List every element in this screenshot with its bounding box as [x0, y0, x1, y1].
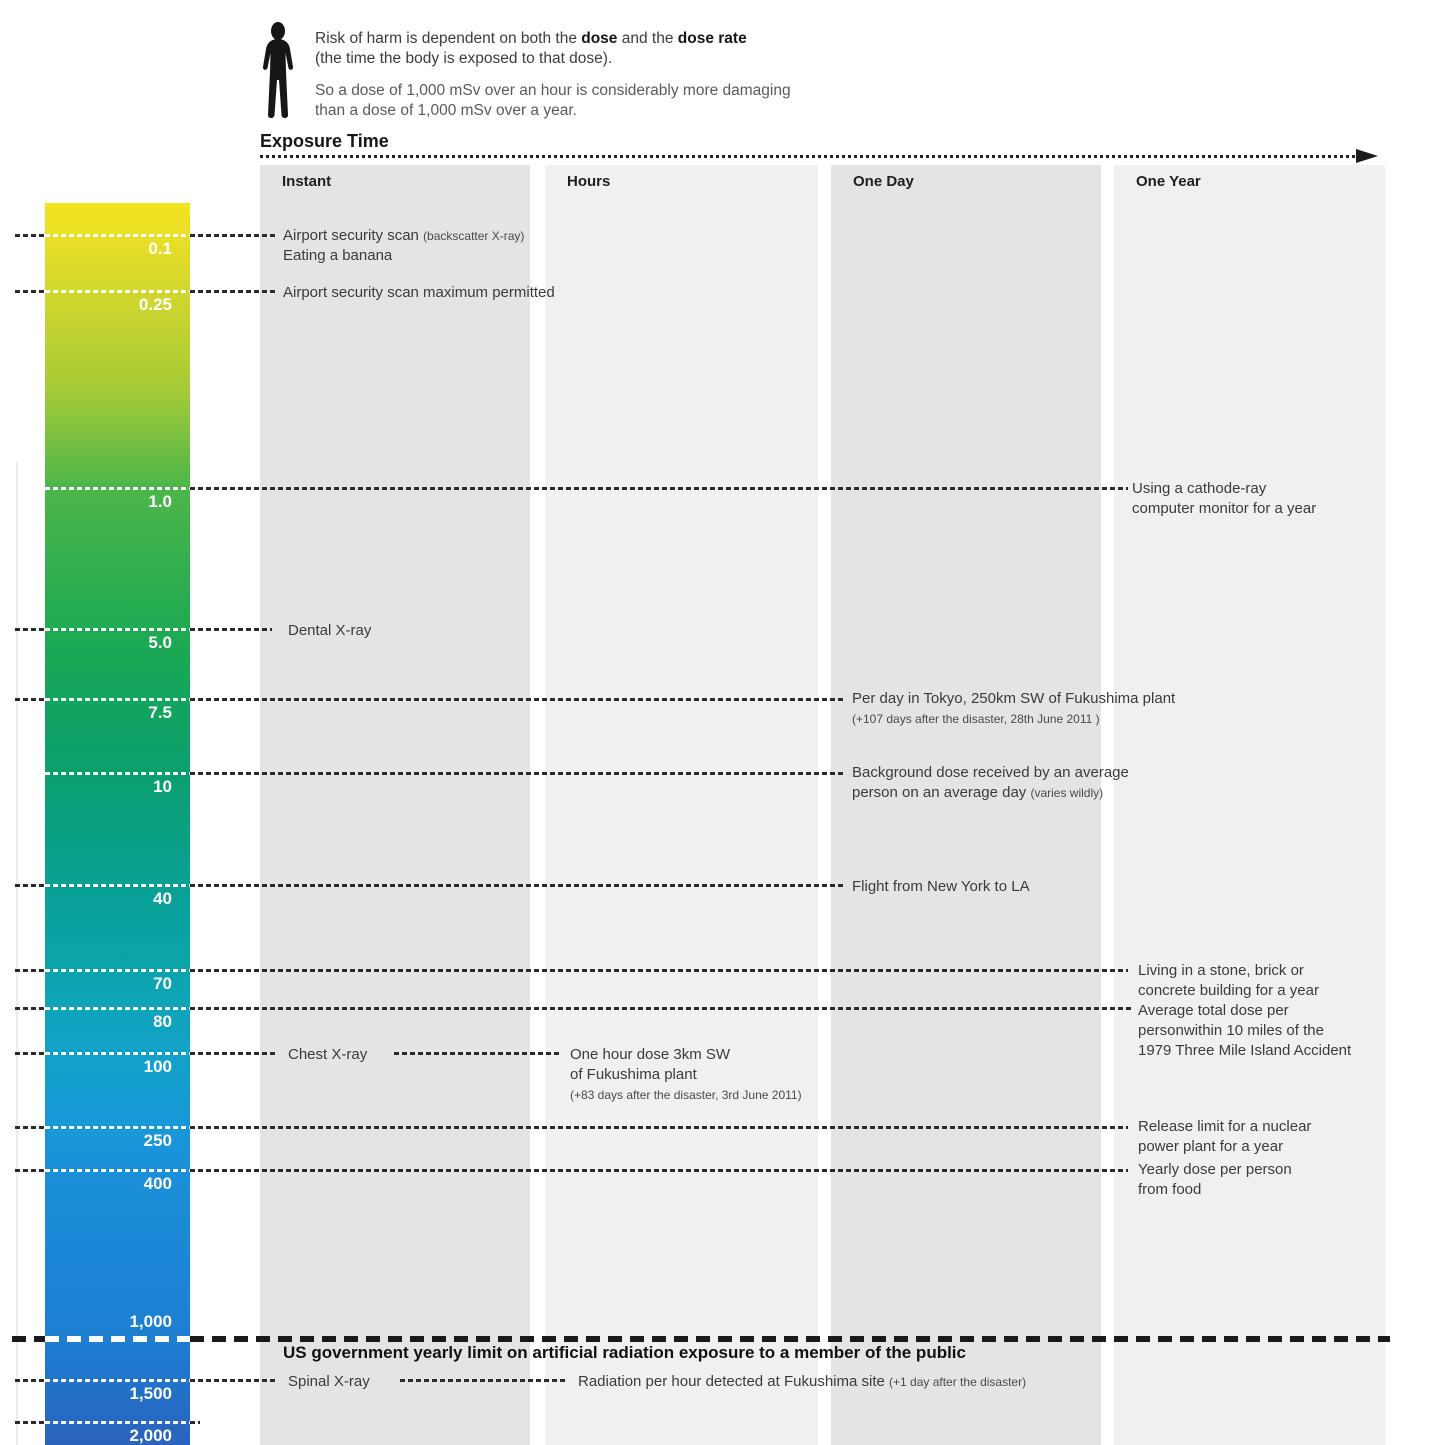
dash-segment: [190, 1052, 276, 1055]
annotation-dental-xray: [288, 621, 371, 641]
scale-value-250: 250: [143, 1131, 172, 1150]
annotation-release-limit: [1138, 1117, 1311, 1157]
column-instant: [260, 165, 530, 1445]
intro-line2: (the time the body is exposed to that dose).: [315, 50, 613, 67]
exposure-time-title: Exposure Time: [260, 131, 389, 151]
dash-segment: [190, 628, 272, 631]
annotation-text: 1979 Three Mile Island Accident: [1138, 1042, 1352, 1059]
dash-segment: [190, 234, 276, 237]
dash-segment: [45, 884, 190, 887]
annotation-airport-scan: [283, 226, 524, 266]
column-hours: [545, 165, 818, 1445]
annotation-text: Chest X-ray: [288, 1046, 368, 1063]
dash-segment: [45, 487, 190, 490]
dash-segment: [15, 969, 45, 972]
dash-segment: [45, 969, 190, 972]
annotation-text: Average total dose per: [1138, 1002, 1289, 1019]
scale-value-1-0: 1.0: [148, 492, 172, 511]
annotation-crt-monitor: [1132, 479, 1316, 519]
intro-para2-line1: So a dose of 1,000 mSv over an hour is considerably more damaging: [315, 82, 791, 99]
annotation-text: computer monitor for a year: [1132, 500, 1317, 517]
dash-segment: [15, 1421, 45, 1424]
annotation-note: (+107 days after the disaster, 28th June 2011 ): [852, 712, 1100, 726]
scale-value-2000: 2,000: [129, 1426, 172, 1445]
annotation-text: person on an average day: [852, 784, 1031, 801]
dash-segment: [45, 1126, 190, 1129]
dash-segment: [190, 772, 843, 775]
intro-line1-mid: and the: [617, 30, 678, 47]
annotation-background-dose: [852, 763, 1129, 803]
exposure-time-axis-line: [260, 155, 1360, 158]
intro-bold-dose-rate: dose rate: [677, 30, 747, 47]
dash-segment: [15, 1007, 45, 1010]
dash-segment: [190, 290, 276, 293]
annotation-spinal-xray: [288, 1372, 370, 1392]
annotation-text: Airport security scan maximum permitted: [283, 284, 555, 301]
annotation-tokyo: [852, 689, 1175, 729]
scale-value-400: 400: [143, 1174, 172, 1193]
annotation-text: Using a cathode-ray: [1132, 480, 1267, 497]
scale-value-7-5: 7.5: [148, 703, 172, 722]
scale-value-70: 70: [153, 974, 172, 993]
dash-segment: [45, 234, 190, 237]
column-one-day: [831, 165, 1104, 1445]
column-one-year: [1114, 165, 1385, 1445]
dash-segment: [45, 1421, 190, 1424]
dose-gradient-bar: [45, 203, 190, 1445]
annotation-text: concrete building for a year: [1138, 982, 1319, 999]
dash-segment: [15, 884, 45, 887]
dash-segment: [12, 1336, 45, 1342]
dash-segment: [15, 1052, 45, 1055]
dash-segment: [15, 1169, 45, 1172]
dash-segment: [190, 1336, 1390, 1342]
intro-line1-pre: Risk of harm is dependent on both the: [315, 30, 582, 47]
annotation-food-dose: [1138, 1160, 1292, 1200]
annotation-text: power plant for a year: [1138, 1138, 1284, 1155]
scale-value-0-1: 0.1: [148, 239, 172, 258]
annotation-text: Yearly dose per person: [1138, 1161, 1292, 1178]
annotation-three-mile-island: [1138, 1001, 1351, 1061]
scale-value-100: 100: [143, 1057, 172, 1076]
scale-value-80: 80: [153, 1012, 172, 1031]
scale-value-0-25: 0.25: [138, 295, 172, 314]
intro-para2-line2: than a dose of 1,000 mSv over a year.: [315, 102, 577, 119]
annotation-text: Flight from New York to LA: [852, 878, 1030, 895]
scale-value-1000: 1,000: [129, 1312, 172, 1331]
annotation-chest-xray: [288, 1045, 367, 1065]
dash-segment: [15, 1126, 45, 1129]
dash-segment: [45, 628, 190, 631]
dash-segment: [394, 1052, 562, 1055]
intro-text: [315, 29, 791, 121]
column-header-instant: Instant: [282, 173, 332, 190]
dash-segment: [45, 1169, 190, 1172]
annotation-flight-ny-la: [852, 877, 1030, 897]
dash-segment: [15, 628, 45, 631]
dash-segment: [190, 1421, 200, 1424]
annotation-note: (+83 days after the disaster, 3rd June 2011): [570, 1088, 802, 1102]
intro-paragraph-1: [315, 29, 791, 69]
human-silhouette-icon: [252, 22, 304, 122]
left-margin-hairline: [16, 462, 18, 1445]
dash-segment: [15, 698, 45, 701]
dash-segment: [45, 1379, 190, 1382]
dash-segment: [190, 698, 843, 701]
dash-segment: [15, 1379, 45, 1382]
annotation-text: Background dose received by an average: [852, 764, 1129, 781]
dash-segment: [45, 290, 190, 293]
annotation-text: of Fukushima plant: [570, 1066, 697, 1083]
annotation-fukushima-hour-dose: [570, 1045, 802, 1105]
annotation-text: One hour dose 3km SW: [570, 1046, 731, 1063]
column-header-one-day: One Day: [853, 173, 914, 190]
annotation-text: US government yearly limit on artificial radiation exposure to a member of the public: [283, 1343, 966, 1362]
dash-segment: [45, 1007, 190, 1010]
intro-paragraph-2: [315, 81, 791, 121]
annotation-text: Airport security scan: [283, 227, 419, 244]
annotation-text: Per day in Tokyo, 250km SW of Fukushima plant: [852, 690, 1176, 707]
dash-segment: [15, 290, 45, 293]
annotation-text-line2: [852, 783, 1129, 803]
column-header-one-year: One Year: [1136, 173, 1201, 190]
dash-segment: [45, 698, 190, 701]
annotation-fukushima-site: [578, 1372, 1026, 1392]
dash-segment: [190, 1126, 1128, 1129]
intro-line1: [315, 30, 747, 47]
dash-segment: [190, 969, 1128, 972]
dash-segment: [45, 1336, 190, 1342]
annotation-us-gov-limit: [283, 1343, 966, 1363]
annotation-text: Dental X-ray: [288, 622, 372, 639]
intro-bold-dose: dose: [581, 30, 618, 47]
annotation-stone-building: [1138, 961, 1319, 1001]
annotation-text: Release limit for a nuclear: [1138, 1118, 1312, 1135]
dash-segment: [190, 487, 1128, 490]
annotation-banana: Eating a banana: [283, 247, 393, 264]
annotation-note: (+1 day after the disaster): [889, 1375, 1027, 1389]
scale-value-10: 10: [153, 777, 172, 796]
annotation-text: personwithin 10 miles of the: [1138, 1022, 1324, 1039]
dash-segment: [190, 884, 843, 887]
column-header-hours: Hours: [567, 173, 611, 190]
annotation-note: (varies wildly): [1030, 786, 1104, 800]
annotation-text: Living in a stone, brick or: [1138, 962, 1304, 979]
scale-value-40: 40: [153, 889, 172, 908]
axis-arrowhead-icon: [1356, 149, 1378, 163]
scale-value-5-0: 5.0: [148, 633, 172, 652]
annotation-note: (backscatter X-ray): [423, 229, 525, 243]
dash-segment: [190, 1379, 278, 1382]
dash-segment: [15, 234, 45, 237]
dash-segment: [190, 1169, 1128, 1172]
dash-segment: [45, 1052, 190, 1055]
dash-segment: [45, 772, 190, 775]
dash-segment: [190, 1007, 1132, 1010]
annotation-text: Radiation per hour detected at Fukushima site: [578, 1373, 890, 1390]
scale-value-1500: 1,500: [129, 1384, 172, 1403]
annotation-text: Spinal X-ray: [288, 1373, 370, 1390]
annotation-text: from food: [1138, 1181, 1202, 1198]
annotation-airport-max: [283, 283, 555, 303]
dash-segment: [400, 1379, 565, 1382]
